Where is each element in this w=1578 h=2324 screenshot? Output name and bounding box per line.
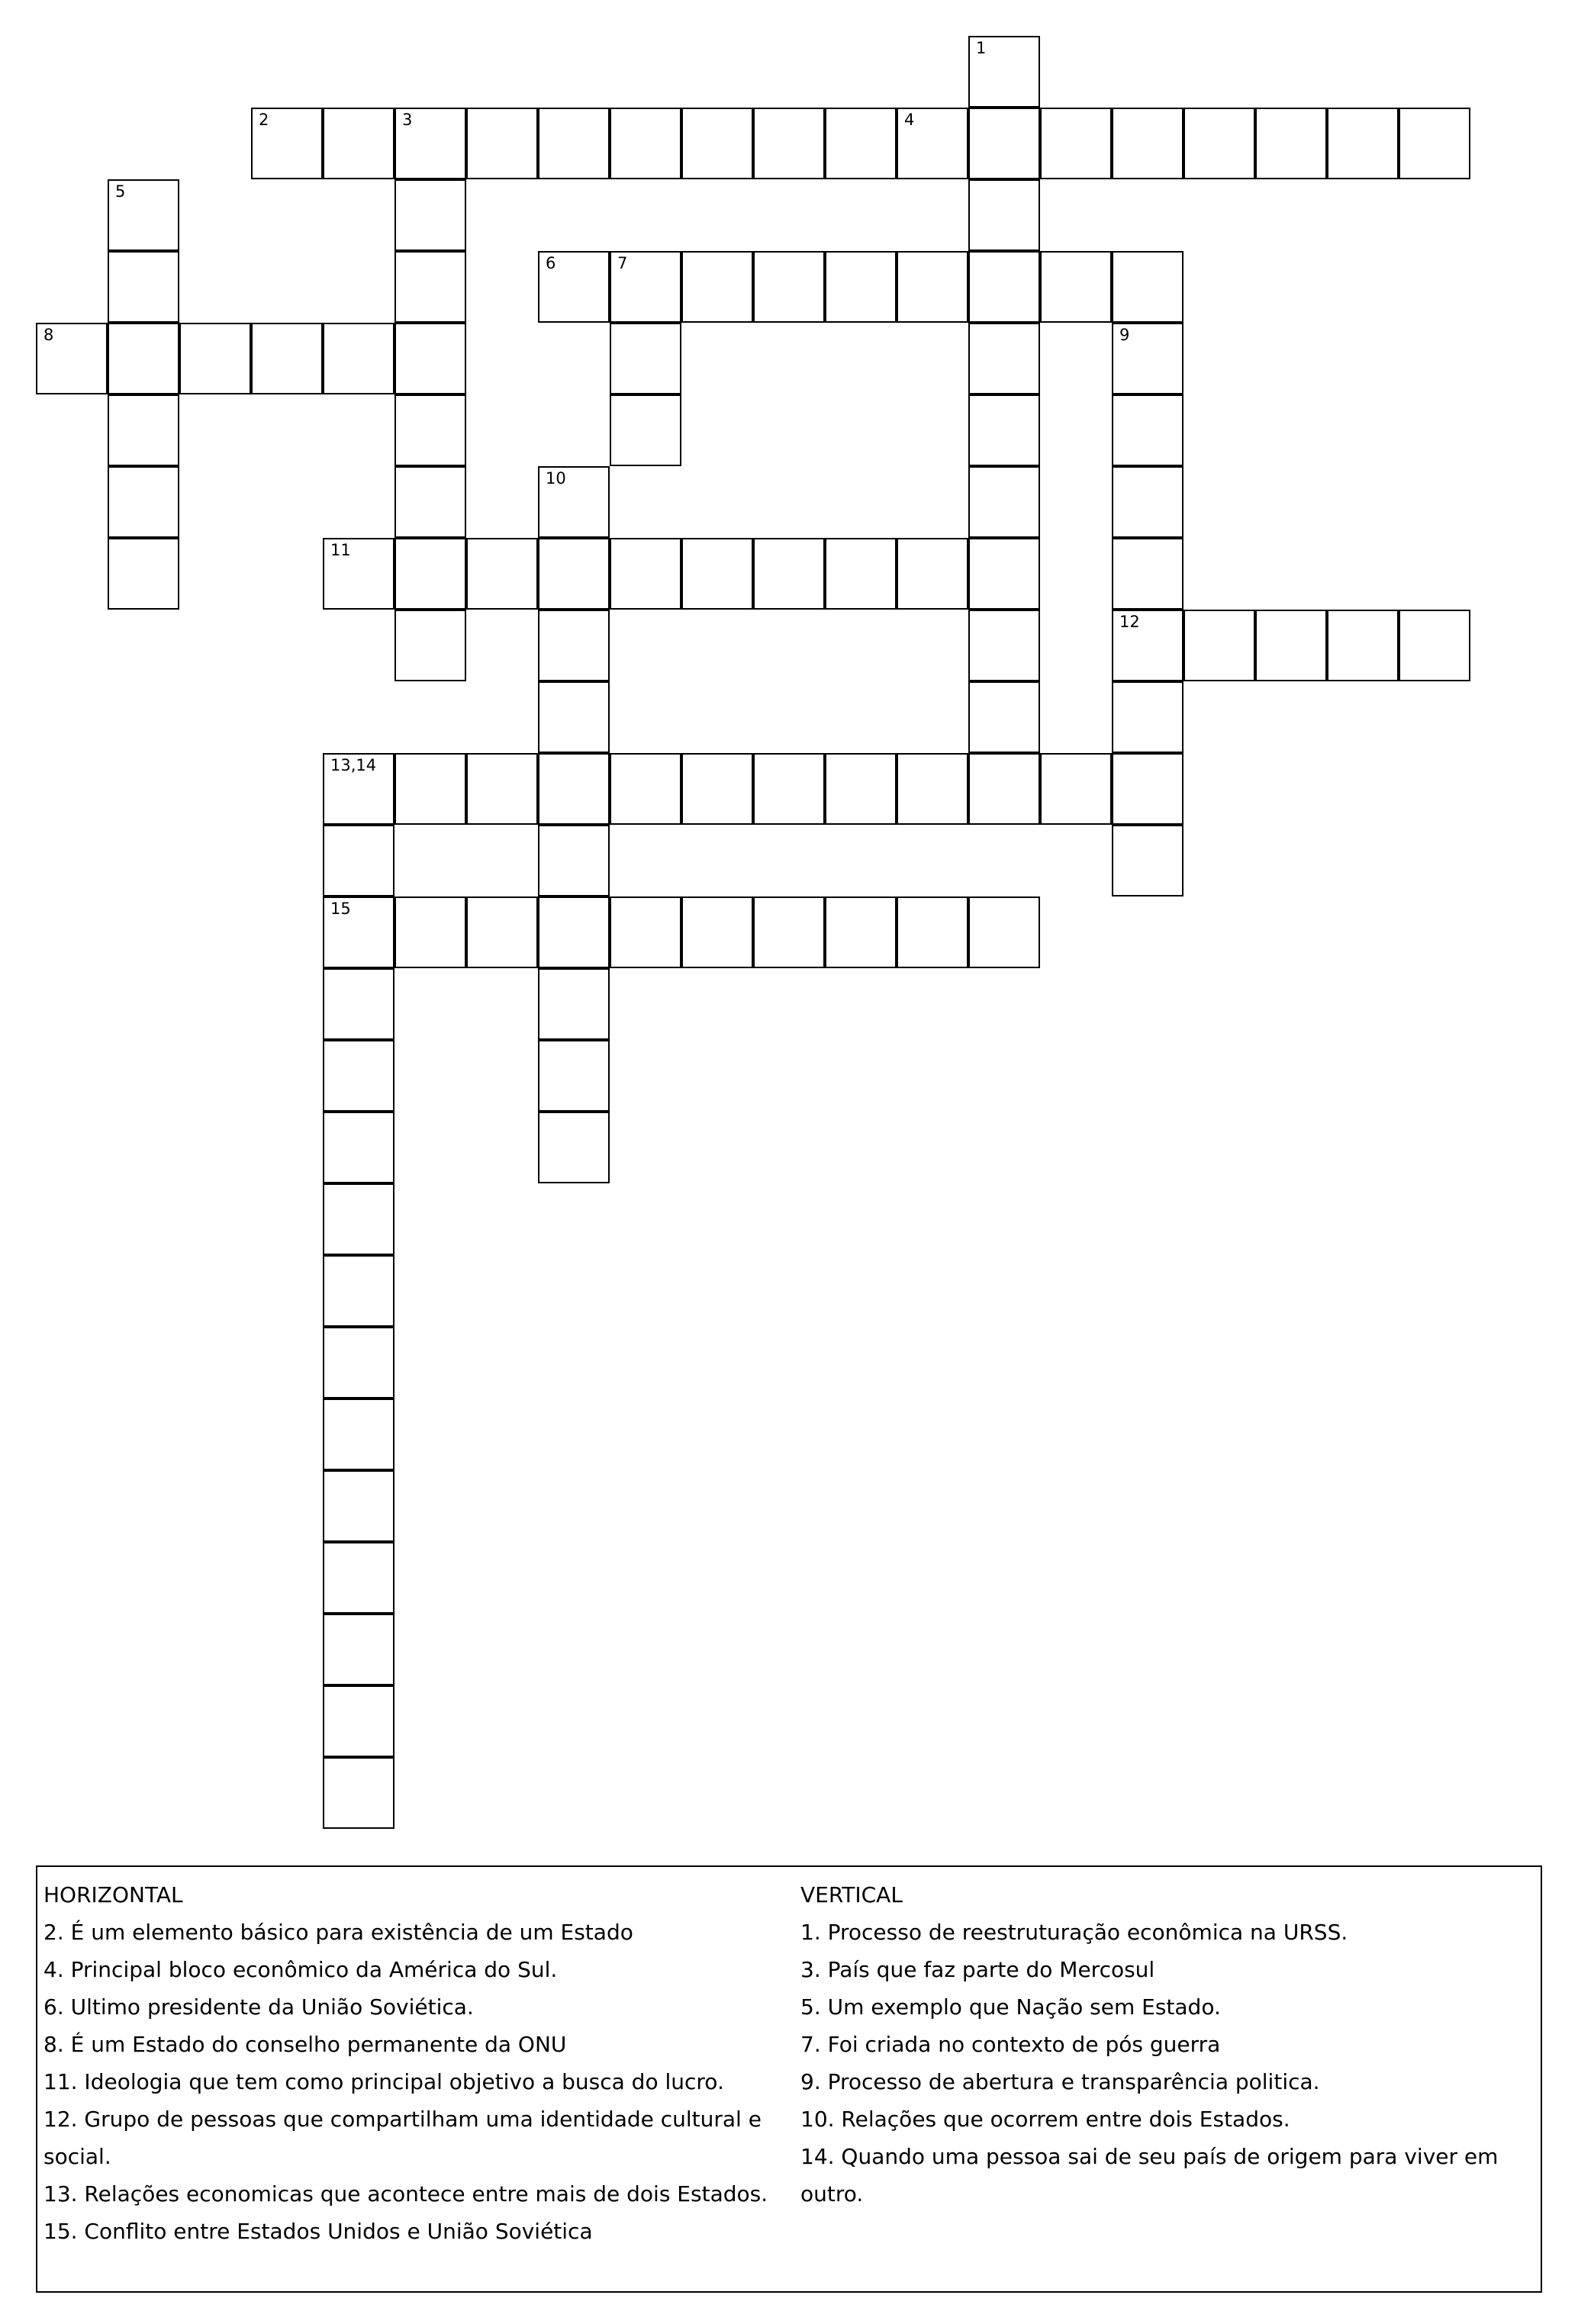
grid-cell[interactable] bbox=[538, 753, 610, 825]
grid-cell[interactable] bbox=[681, 251, 753, 323]
grid-cell[interactable] bbox=[323, 1040, 394, 1112]
clue-v-14: 14. Quando uma pessoa sai de seu país de origem para viver em outro. bbox=[800, 2144, 1499, 2207]
clue-number: 13,14 bbox=[330, 756, 377, 774]
grid-cell[interactable] bbox=[394, 108, 466, 179]
grid-cell[interactable] bbox=[323, 1757, 394, 1829]
grid-cell[interactable] bbox=[1255, 610, 1327, 681]
grid-cell[interactable] bbox=[323, 1470, 394, 1542]
clue-h-6: 6. Ultimo presidente da União Soviética. bbox=[43, 1994, 474, 2020]
clue-number: 11 bbox=[330, 541, 351, 559]
grid-cell[interactable] bbox=[1399, 610, 1470, 681]
grid-cell[interactable] bbox=[825, 251, 897, 323]
grid-cell[interactable] bbox=[897, 251, 968, 323]
grid-cell[interactable] bbox=[323, 968, 394, 1040]
grid-cell[interactable] bbox=[323, 1614, 394, 1685]
grid-cell[interactable] bbox=[968, 538, 1040, 610]
grid-cell[interactable] bbox=[968, 466, 1040, 538]
grid-cell[interactable] bbox=[1327, 610, 1399, 681]
grid-cell[interactable] bbox=[1112, 323, 1184, 394]
clue-number: 8 bbox=[43, 326, 54, 344]
grid-cell[interactable] bbox=[251, 108, 323, 179]
grid-cell[interactable] bbox=[968, 610, 1040, 681]
grid-cell[interactable] bbox=[610, 394, 681, 466]
grid-cell[interactable] bbox=[108, 323, 179, 394]
grid-cell[interactable] bbox=[681, 538, 753, 610]
grid-cell[interactable] bbox=[1112, 108, 1184, 179]
grid-cell[interactable] bbox=[1184, 108, 1255, 179]
grid-cell[interactable] bbox=[681, 896, 753, 968]
clue-h-13: 13. Relações economicas que acontece entre mais de dois Estados. bbox=[43, 2181, 768, 2207]
grid-cell[interactable] bbox=[538, 108, 610, 179]
grid-cell[interactable] bbox=[108, 251, 179, 323]
clue-number: 15 bbox=[330, 900, 351, 918]
grid-cell[interactable] bbox=[323, 1112, 394, 1183]
grid-cell[interactable] bbox=[1112, 753, 1184, 825]
grid-cell[interactable] bbox=[610, 323, 681, 394]
grid-cell[interactable] bbox=[1112, 610, 1184, 681]
grid-cell[interactable] bbox=[968, 251, 1040, 323]
grid-cell[interactable] bbox=[394, 394, 466, 466]
grid-cell[interactable] bbox=[753, 251, 825, 323]
grid-cell[interactable] bbox=[323, 108, 394, 179]
clue-v-5: 5. Um exemplo que Nação sem Estado. bbox=[800, 1994, 1221, 2020]
grid-cell[interactable] bbox=[108, 466, 179, 538]
clue-h-8: 8. É um Estado do conselho permanente da ONU bbox=[43, 2032, 567, 2057]
grid-cell[interactable] bbox=[394, 323, 466, 394]
grid-cell[interactable] bbox=[1112, 394, 1184, 466]
grid-cell[interactable] bbox=[610, 753, 681, 825]
grid-cell[interactable] bbox=[323, 753, 394, 825]
grid-cell[interactable] bbox=[108, 179, 179, 251]
grid-cell[interactable] bbox=[394, 179, 466, 251]
clue-v-3: 3. País que faz parte do Mercosul bbox=[800, 1957, 1155, 1982]
clue-h-4: 4. Principal bloco econômico da América do Sul. bbox=[43, 1957, 558, 1982]
grid-cell[interactable] bbox=[681, 108, 753, 179]
clue-v-9: 9. Processo de abertura e transparência politica. bbox=[800, 2069, 1320, 2094]
grid-cell[interactable] bbox=[1112, 466, 1184, 538]
vertical-clues bbox=[800, 1876, 1533, 2213]
grid-cell[interactable] bbox=[394, 753, 466, 825]
grid-cell[interactable] bbox=[753, 753, 825, 825]
grid-cell[interactable] bbox=[1112, 538, 1184, 610]
grid-cell[interactable] bbox=[323, 538, 394, 610]
grid-cell[interactable] bbox=[610, 251, 681, 323]
clue-v-7: 7. Foi criada no contexto de pós guerra bbox=[800, 2032, 1221, 2057]
clue-number: 4 bbox=[904, 111, 915, 129]
grid-cell[interactable] bbox=[538, 610, 610, 681]
clue-v-1: 1. Processo de reestruturação econômica na URSS. bbox=[800, 1920, 1348, 1945]
grid-cell[interactable] bbox=[394, 610, 466, 681]
clue-h-15: 15. Conflito entre Estados Unidos e União Soviética bbox=[43, 2219, 593, 2244]
clue-number: 3 bbox=[402, 111, 413, 129]
clue-v-10: 10. Relações que ocorrem entre dois Estados. bbox=[800, 2107, 1290, 2132]
clue-number: 12 bbox=[1119, 613, 1140, 631]
clue-number: 10 bbox=[546, 469, 566, 488]
clue-number: 7 bbox=[617, 254, 628, 272]
grid-cell[interactable] bbox=[538, 681, 610, 753]
grid-cell[interactable] bbox=[36, 323, 108, 394]
clue-number: 5 bbox=[115, 182, 126, 201]
clue-number: 9 bbox=[1119, 326, 1130, 344]
clue-h-12-cont: social. bbox=[43, 2144, 111, 2169]
grid-cell[interactable] bbox=[1040, 251, 1112, 323]
grid-cell[interactable] bbox=[968, 394, 1040, 466]
grid-cell[interactable] bbox=[825, 108, 897, 179]
grid-cell[interactable] bbox=[1112, 251, 1184, 323]
grid-cell[interactable] bbox=[968, 36, 1040, 108]
grid-cell[interactable] bbox=[681, 753, 753, 825]
clue-h-11: 11. Ideologia que tem como principal objetivo a busca do lucro. bbox=[43, 2069, 724, 2094]
grid-cell[interactable] bbox=[753, 896, 825, 968]
grid-cell[interactable] bbox=[968, 681, 1040, 753]
grid-cell[interactable] bbox=[538, 538, 610, 610]
grid-cell[interactable] bbox=[394, 896, 466, 968]
grid-cell[interactable] bbox=[1040, 108, 1112, 179]
grid-cell[interactable] bbox=[825, 538, 897, 610]
grid-cell[interactable] bbox=[968, 323, 1040, 394]
grid-cell[interactable] bbox=[323, 1542, 394, 1614]
grid-cell[interactable] bbox=[323, 1327, 394, 1399]
grid-cell[interactable] bbox=[610, 896, 681, 968]
grid-cell[interactable] bbox=[323, 896, 394, 968]
grid-cell[interactable] bbox=[968, 179, 1040, 251]
grid-cell[interactable] bbox=[466, 753, 538, 825]
grid-cell[interactable] bbox=[897, 753, 968, 825]
grid-cell[interactable] bbox=[968, 108, 1040, 179]
grid-cell[interactable] bbox=[897, 896, 968, 968]
grid-cell[interactable] bbox=[323, 825, 394, 896]
grid-cell[interactable] bbox=[1255, 108, 1327, 179]
grid-cell[interactable] bbox=[323, 1183, 394, 1255]
grid-cell[interactable] bbox=[323, 1685, 394, 1757]
grid-cell[interactable] bbox=[323, 323, 394, 394]
grid-cell[interactable] bbox=[538, 466, 610, 538]
horizontal-title: HORIZONTAL bbox=[43, 1882, 183, 1907]
grid-cell[interactable] bbox=[1112, 825, 1184, 896]
grid-cell[interactable] bbox=[538, 1112, 610, 1183]
clues-box bbox=[36, 1865, 1542, 2293]
grid-cell[interactable] bbox=[897, 108, 968, 179]
grid-cell[interactable] bbox=[610, 108, 681, 179]
grid-cell[interactable] bbox=[251, 323, 323, 394]
grid-cell[interactable] bbox=[1184, 610, 1255, 681]
grid-cell[interactable] bbox=[753, 538, 825, 610]
grid-cell[interactable] bbox=[538, 825, 610, 896]
grid-cell[interactable] bbox=[968, 896, 1040, 968]
clue-number: 1 bbox=[976, 39, 987, 57]
grid-cell[interactable] bbox=[394, 251, 466, 323]
grid-cell[interactable] bbox=[538, 251, 610, 323]
grid-cell[interactable] bbox=[538, 896, 610, 968]
grid-cell[interactable] bbox=[753, 108, 825, 179]
grid-cell[interactable] bbox=[466, 108, 538, 179]
grid-cell[interactable] bbox=[1399, 108, 1470, 179]
horizontal-clues bbox=[43, 1876, 799, 2250]
grid-cell[interactable] bbox=[610, 538, 681, 610]
grid-cell[interactable] bbox=[897, 538, 968, 610]
grid-cell[interactable] bbox=[323, 1399, 394, 1470]
grid-cell[interactable] bbox=[1040, 753, 1112, 825]
grid-cell[interactable] bbox=[968, 753, 1040, 825]
grid-cell[interactable] bbox=[1327, 108, 1399, 179]
vertical-title: VERTICAL bbox=[800, 1882, 903, 1907]
grid-cell[interactable] bbox=[466, 538, 538, 610]
clue-number: 2 bbox=[259, 111, 269, 129]
clue-h-2: 2. É um elemento básico para existência de um Estado bbox=[43, 1920, 633, 1945]
grid-cell[interactable] bbox=[825, 753, 897, 825]
grid-cell[interactable] bbox=[394, 538, 466, 610]
clue-number: 6 bbox=[546, 254, 556, 272]
grid-cell[interactable] bbox=[538, 1040, 610, 1112]
grid-cell[interactable] bbox=[538, 968, 610, 1040]
grid-cell[interactable] bbox=[323, 1255, 394, 1327]
grid-cell[interactable] bbox=[466, 896, 538, 968]
grid-cell[interactable] bbox=[825, 896, 897, 968]
grid-cell[interactable] bbox=[394, 466, 466, 538]
grid-cell[interactable] bbox=[1112, 681, 1184, 753]
grid-cell[interactable] bbox=[108, 394, 179, 466]
grid-cell[interactable] bbox=[108, 538, 179, 610]
clue-h-12: 12. Grupo de pessoas que compartilham uma identidade cultural e bbox=[43, 2107, 762, 2132]
grid-cell[interactable] bbox=[179, 323, 251, 394]
